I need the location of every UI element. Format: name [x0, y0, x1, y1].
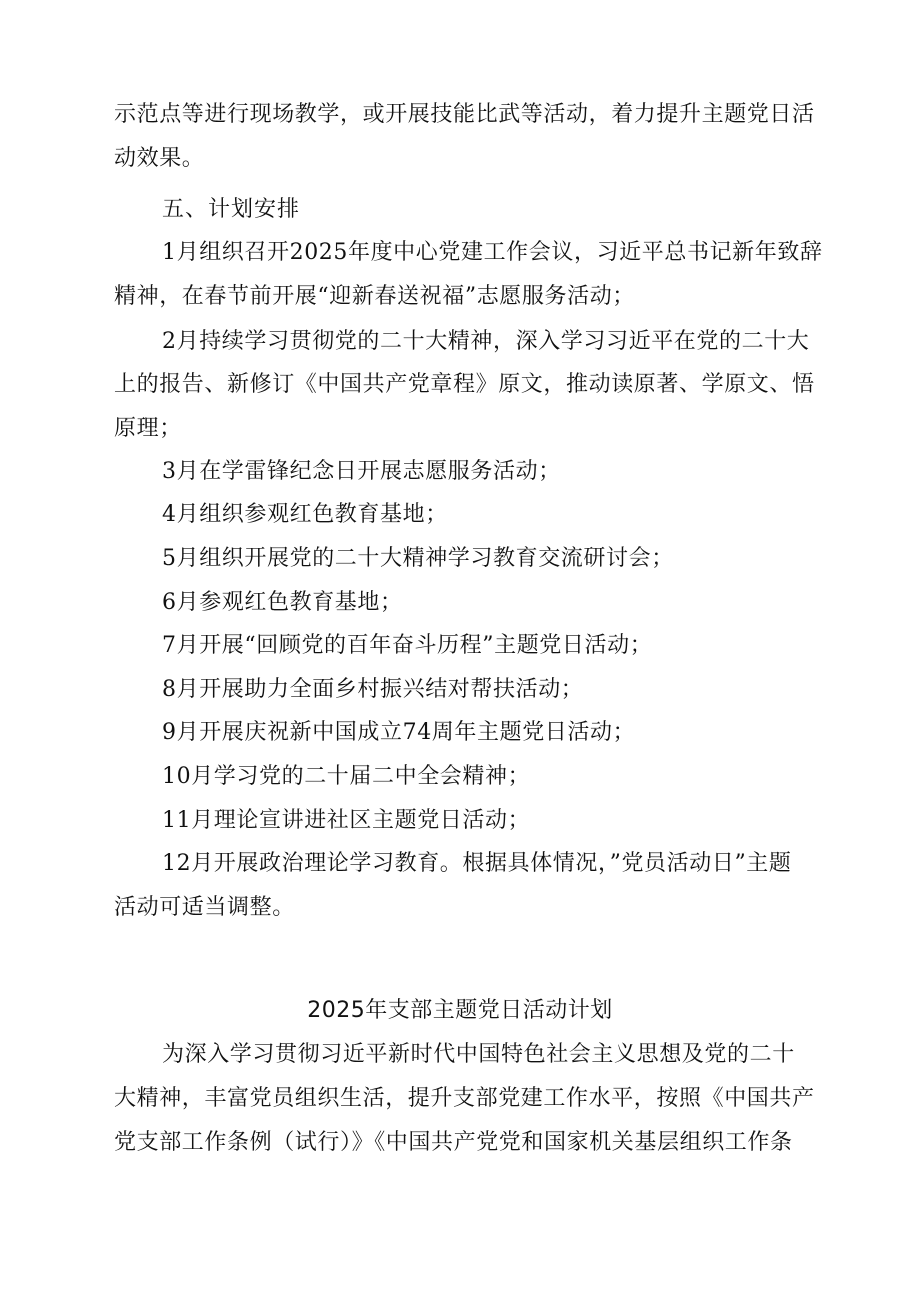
month-12-line-2: 活动可适当调整。	[114, 895, 295, 920]
month-4: 4月组织参观红色教育基地；	[162, 502, 448, 527]
document-title: 2025年支部主题党日活动计划	[307, 998, 613, 1023]
month-1-line-1: 1月组织召开2025年度中心党建工作会议，习近平总书记新年致辞	[162, 240, 823, 265]
month-8: 8月开展助力全面乡村振兴结对帮扶活动；	[162, 677, 584, 702]
month-1-line-2: 精神，在春节前开展“迎新春送祝福”志愿服务活动；	[114, 284, 635, 309]
month-2-line-3: 原理；	[114, 416, 182, 441]
month-12-line-1: 12月开展政治理论学习教育。根据具体情况，”党员活动日”主题	[162, 851, 792, 876]
month-9: 9月开展庆祝新中国成立74周年主题党日活动；	[162, 720, 636, 745]
paragraph-continuation-line-1: 示范点等进行现场教学，或开展技能比武等活动，着力提升主题党日活	[114, 102, 815, 127]
month-7: 7月开展“回顾党的百年奋斗历程”主题党日活动；	[162, 633, 653, 658]
month-11: 11月理论宣讲进社区主题党日活动；	[162, 808, 531, 833]
month-2-line-2: 上的报告、新修订《中国共产党章程》原文，推动读原著、学原文、悟	[114, 372, 815, 397]
intro-line-1: 为深入学习贯彻习近平新时代中国特色社会主义思想及党的二十	[162, 1042, 795, 1067]
section-heading-plan: 五、计划安排	[162, 197, 301, 222]
month-2-line-1: 2月持续学习贯彻党的二十大精神，深入学习习近平在党的二十大	[162, 329, 810, 354]
month-6: 6月参观红色教育基地；	[162, 590, 403, 615]
month-3: 3月在学雷锋纪念日开展志愿服务活动；	[162, 459, 561, 484]
paragraph-continuation-line-2: 动效果。	[114, 146, 205, 171]
month-5: 5月组织开展党的二十大精神学习教育交流研讨会；	[162, 546, 674, 571]
month-10: 10月学习党的二十届二中全会精神；	[162, 764, 531, 789]
intro-line-3: 党支部工作条例（试行）》《中国共产党党和国家机关基层组织工作条	[114, 1130, 793, 1155]
intro-line-2: 大精神，丰富党员组织生活，提升支部党建工作水平，按照《中国共产	[114, 1086, 815, 1111]
